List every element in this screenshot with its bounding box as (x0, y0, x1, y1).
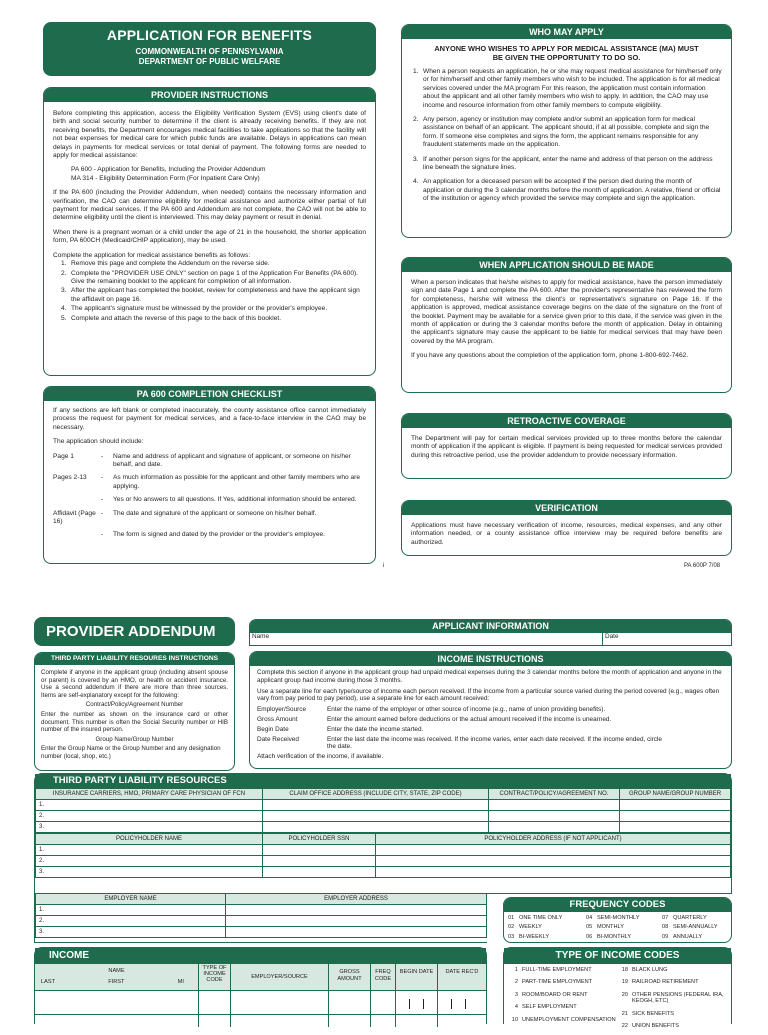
tpl-instr-p2: Enter the number as shown on the insurance card or other document. This number is often the Social Security number or HIB number of the insured person. (41, 710, 228, 734)
tpl-resources-heading: THIRD PARTY LIABILITY RESOURCES (35, 774, 731, 788)
table-row[interactable]: 3. (36, 867, 731, 878)
list-item: 1. When a person requests an application, he or she may request medical assistance for him/herself only or for him/herself and other family members who wish to be included. The application is for all medical services covered under the MA program For this reason, the application must contain information about the applicant and all other family members who wish to apply. In addition, the CAO may use income and resource information from other family members to compute eligibility. (413, 68, 722, 109)
checklist-p2: The application should include: (53, 438, 144, 446)
income-employer-header: EMPLOYER/SOURCE (231, 964, 329, 990)
income-type-item: 4 SELF EMPLOYMENT (514, 1004, 577, 1011)
date-label: Date (605, 633, 619, 640)
provider-instructions-p2: If the PA 600 (including the Provider Addendum, when needed) contains the necessary information and verification, the CAO can determine eligibility for medical assistance and authorize either partial of full payment for medical services. If the PA 600 and Addendum are not complete, the CAO will not be able to determine eligibility until the client is interviewed. This may delay payment or result in denial. (53, 189, 366, 222)
checklist-row-text: Yes or No answers to all questions. If Yes, additional information should be entered. (113, 496, 357, 504)
checklist-row (53, 510, 366, 527)
income-type-item: 3 ROOM/BOARD OR RENT (514, 991, 588, 998)
provider-instructions-p3: When there is a pregnant woman or a child under the age of 21 in the household, the shorter application form, PA 600CH (Medicaid/CHIP application), may be used. (53, 228, 366, 245)
col-header: POLICYHOLDER SSN (263, 834, 376, 845)
checklist-row-label (53, 496, 101, 504)
col-header: GROUP NAME/GROUP NUMBER (620, 789, 731, 800)
income-begin-header: BEGIN DATE (396, 964, 438, 990)
income-type-item: 19 RAILROAD RETIREMENT (621, 979, 699, 986)
checklist-row-label: Pages 2-13 (53, 474, 87, 482)
verification-box (401, 500, 732, 556)
col-header: EMPLOYER NAME (36, 894, 226, 905)
income-instr-p1: Complete this section if anyone in the applicant group had unpaid medical expenses during the 3 calendar months before the month of application and anyone in the applicant group had income during those 3 months. (257, 669, 722, 684)
tpl-instr-sub1: Contract/Policy/Agreement Number (85, 701, 184, 709)
when-apply-heading: WHEN APPLICATION SHOULD BE MADE (402, 258, 731, 272)
income-def-row: Begin Date Enter the date the income started. (257, 725, 424, 733)
checklist-row-label: Page 1 (53, 452, 74, 460)
list-item: 3. After the applicant has completed the booklet, review for completeness and have the applicant sign the affidavit on page 16. (61, 287, 360, 303)
col-header: POLICYHOLDER ADDRESS (IF NOT APPLICANT) (376, 834, 731, 845)
checklist-row-label: Affidavit (Page 16) (53, 509, 96, 526)
income-type-item: 18 BLACK LUNG (621, 967, 668, 973)
income-types-right (616, 967, 729, 1035)
income-def-row: Employer/Source Enter the name of the employer or other source of income (e.g., name of union providing benefits). (257, 706, 606, 714)
table-row[interactable]: 2. (36, 856, 731, 867)
income-instructions-body (250, 666, 731, 761)
checklist-row-text: The form is signed and dated by the provider or the provider's employee. (113, 531, 326, 539)
completion-checklist-heading: PA 600 COMPLETION CHECKLIST (44, 387, 375, 401)
income-gross-header: GROSS AMOUNT (329, 964, 371, 990)
provider-instructions-heading: PROVIDER INSTRUCTIONS (44, 88, 375, 102)
application-title-block (43, 22, 376, 76)
frequency-code-item: 06 BI-MONTHLY (586, 933, 632, 940)
checklist-row (53, 474, 366, 491)
who-may-apply-body (402, 39, 731, 204)
checklist-row (53, 453, 366, 470)
checklist-dash: - (101, 496, 104, 504)
frequency-codes-heading: FREQUENCY CODES (504, 898, 731, 912)
frequency-codes-box (503, 897, 732, 943)
department-subtitle: DEPARTMENT OF PUBLIC WELFARE (138, 57, 281, 66)
col-header: EMPLOYER ADDRESS (226, 894, 487, 905)
checklist-row (53, 496, 366, 504)
list-item: 4. The applicant's signature must be witnessed by the provider or the provider's employee. (61, 305, 328, 313)
tpl-resources-section (34, 773, 732, 894)
list-item: 2. Complete the "PROVIDER USE ONLY" section on page 1 of the Application For Benefits (PA 600). Give the remaining booklet to the applicant for completion of all information. (61, 269, 359, 285)
applicant-info-box (249, 619, 732, 646)
income-header-row (35, 964, 486, 991)
retroactive-body (402, 428, 731, 460)
income-freq-header: FREQ CODE (371, 964, 396, 990)
income-type-item: 20 OTHER PENSIONS (FEDERAL IRA, KEOGH, ETC) (621, 991, 724, 1005)
col-header: INSURANCE CARRIERS, HMO, PRIMARY CARE PHYSICIAN OF FCN (36, 789, 263, 800)
table-row[interactable]: 3. (36, 927, 487, 938)
list-item: 3. If another person signs for the applicant, enter the name and address of that person on the address line beneath the signature lines. (413, 155, 713, 172)
checklist-row-text: The date and signature of the applicant or someone on his/her behalf. (113, 509, 317, 517)
col-header: CLAIM OFFICE ADDRESS (INCLUDE CITY, STATE, ZIP CODE) (263, 789, 489, 800)
income-type-item: 2 PART-TIME EMPLOYMENT (514, 979, 593, 986)
when-apply-box (401, 257, 732, 393)
retroactive-box (401, 413, 732, 479)
tpl-instructions-heading: THIRD PARTY LIABILITY RESOURES INSTRUCTIONS (35, 653, 234, 665)
retroactive-heading: RETROACTIVE COVERAGE (402, 414, 731, 428)
checklist-p1: If any sections are left blank or completed inaccurately, the county assistance office cannot immediately process the request for payment for medical services, and a face-to-face interview in the CAO may be necessary. (53, 407, 366, 431)
table-row[interactable]: 1. (36, 845, 731, 856)
checklist-dash: - (101, 531, 104, 539)
provider-instructions-body (44, 102, 375, 323)
provider-instructions-p4: Complete the application for medical assistance benefits as follows: (53, 251, 251, 259)
frequency-code-item: 09 ANNUALLY (662, 933, 703, 940)
income-types-heading: TYPE OF INCOME CODES (504, 948, 731, 964)
frequency-code-item: 01 ONE TIME ONLY (508, 915, 563, 921)
completion-checklist-box (43, 386, 376, 564)
tpl-instructions-body (35, 665, 234, 761)
income-instructions-heading: INCOME INSTRUCTIONS (250, 652, 731, 666)
when-apply-p1: When a person indicates that he/she wishes to apply for medical assistance, have the person immediately sign and date Page 1 and complete the PA 600. After the provider's representative has reviewed the form for completeness, he/she will witness the client's or representative's signature on Page 16. If the application is approved, medical assistance coverage begins on the date of the signature on the front of the booklet. Payment may be available for a service given prior to this date, if the service was given in the month of application or during the 3 calendar months before the month of application. Delay in obtaining the applicant's signature may cause the applicant to be liable for medical services that may have been covered by the MA program. (411, 279, 722, 345)
table-row[interactable]: 3. (36, 822, 731, 833)
provider-steps-list (53, 260, 366, 323)
form-pa600-line: PA 600 - Application for Benefits, Including the Provider Addendum (71, 166, 266, 174)
frequency-codes-grid (504, 912, 731, 942)
income-type-header: TYPE OF INCOME CODE (199, 964, 231, 990)
when-apply-p2: If you have any questions about the completion of the application form, phone 1-800-692-7462. (411, 352, 689, 360)
list-item: 5. Complete and attach the reverse of this page to the back of this booklet. (61, 314, 282, 322)
who-may-apply-heading: WHO MAY APPLY (402, 25, 731, 39)
commonwealth-subtitle: COMMONWEALTH OF PENNSYLVANIA (135, 47, 284, 56)
income-types-box (503, 947, 732, 1030)
income-instructions-box (249, 651, 732, 769)
income-def-row: Gross Amount Enter the amount earned before deductions or the actual amount received if the income is unearned. (257, 715, 612, 723)
who-may-apply-box (401, 24, 732, 238)
list-item: 4. An application for a deceased person will be accepted if the person died during the month of application or during the 3 calendar months before the month of application. A relative, friend or official of the institution or agency which provided the service may complete and sign the application. (413, 178, 721, 203)
income-instr-p3: Attach verification of the income, if available. (257, 753, 384, 761)
tpl-instr-sub2: Group Name/Group Number (95, 735, 174, 743)
checklist-row-text: Name and address of applicant and signature of applicant, or someone on his/her behalf, and date. (113, 452, 351, 469)
col-header: POLICYHOLDER NAME (36, 834, 263, 845)
frequency-code-item: 03 BI-WEEKLY (508, 933, 550, 940)
checklist-body (44, 401, 375, 540)
when-apply-body (402, 272, 731, 361)
income-type-item: 21 SICK BENEFITS (621, 1010, 674, 1017)
verification-body (402, 515, 731, 547)
list-item: 1. Remove this page and complete the Addendum on the reverse side. (61, 260, 270, 268)
income-instr-p2: Use a separate line for each type/source of income each person received. If the income from a particular source varied during the period covered (e.g., wages often vary from pay period to pay period), use a separate line for each amount received: (257, 687, 720, 703)
applicant-info-heading: APPLICANT INFORMATION (250, 620, 731, 633)
application-title: APPLICATION FOR BENEFITS (106, 27, 313, 43)
table-row[interactable] (35, 1015, 486, 1027)
table-row[interactable] (35, 991, 486, 1015)
tpl-instr-p1: Complete if anyone in the applicant group (including absent spouse or parent) is covered by an HMO, or health or accident insurance. Use a second addendum if there are more than three sources. Items are self-explanatory except for the following: (41, 669, 228, 699)
table-row[interactable]: 1. (36, 905, 487, 916)
income-type-item: 10 UNEMPLOYMENT COMPENSATION (511, 1016, 616, 1023)
income-daterecd-header: DATE REC'D (445, 969, 479, 975)
applicant-date-field[interactable] (603, 633, 731, 645)
frequency-code-item: 02 WEEKLY (508, 924, 542, 931)
checklist-dash: - (101, 474, 104, 482)
checklist-dash: - (101, 452, 104, 460)
name-label: Name (252, 633, 270, 640)
verification-p1: Applications must have necessary verification of income, resources, medical expenses, and any other information needed, or a county assistance office interview may be required before benefits are authorized. (411, 522, 722, 546)
provider-instructions-box (43, 87, 376, 376)
table-row[interactable]: 2. (36, 811, 731, 822)
income-section (34, 947, 487, 1024)
tpl-instructions-box (34, 652, 235, 771)
verification-heading: VERIFICATION (402, 501, 731, 515)
addendum-title: PROVIDER ADDENDUM (34, 617, 235, 646)
table-row[interactable]: 1. (36, 800, 731, 811)
form-ma314-line: MA 314 - Eligibility Determination Form (For Inpatient Care Only) (71, 174, 260, 182)
provider-instructions-p1: Before completing this application, access the Eligibility Verification System (EVS) using client's date of birth and social security number to determine if the client is already receiving benefits. If they are not receiving benefits, the Department encourages medical facilities to take applications so that the facility will not bear expenses for medical care for which public funds are available. Delays in applications can mean delays in payments for medical services or total denial of payment. The following forms are needed to apply for medical assistance: (53, 110, 366, 160)
tpl-insurance-table (35, 788, 731, 833)
checklist-row-text: As much information as possible for the applicant and other family members who are applying. (113, 474, 361, 490)
who-may-apply-list (411, 68, 722, 204)
tpl-instr-p3: Enter the Group Name or the Group Number and any designation number (local, shop, etc.) (41, 745, 221, 760)
who-may-apply-lead: ANYONE WHO WISHES TO APPLY FOR MEDICAL ASSISTANCE (MA) MUST BE GIVEN THE OPPORTUNITY TO DO SO. (434, 44, 699, 62)
checklist-row-label (53, 531, 101, 539)
income-types-lists (504, 964, 731, 1035)
income-heading: INCOME (35, 948, 486, 964)
frequency-code-item: 04 SEMI-MONTHLY (586, 915, 640, 921)
col-header: CONTRACT/POLICY/AGREEMENT NO. (489, 789, 620, 800)
form-id: PA 600P 7/08 (684, 563, 721, 569)
frequency-code-item: 08 SEMI-ANNUALLY (662, 924, 718, 931)
checklist-row (53, 531, 366, 539)
income-type-item: 22 UNION BENEFITS (621, 1023, 679, 1030)
checklist-dash: - (101, 509, 104, 517)
list-item: 2. Any person, agency or institution may complete and/or submit an application form for medical assistance on behalf of an applicant. The applicant should, if at all possible, complete and sign the form. If someone else completes and signs the form, the applicant remains responsible for any fraudulent statements made on the application. (413, 116, 710, 149)
income-name-header: NAME LAST FIRST MI (35, 964, 199, 990)
retroactive-p1: The Department will pay for certain medical services provided up to three months before the calendar month of application if the applicant is eligible. If payment is being requested for medical services provided during this retroactive period, use the provider addendum to provide necessary information. (411, 435, 722, 459)
income-type-item: 1 FULL-TIME EMPLOYMENT (514, 967, 592, 973)
income-types-left (506, 967, 616, 1035)
applicant-name-field[interactable] (250, 633, 603, 645)
frequency-code-item: 05 MONTHLY (586, 924, 624, 931)
income-def-row: Date Received Enter the last date the income was received. If the income varies, enter each date received. If the income ended, circle the date. (257, 735, 662, 751)
tpl-employer-section (34, 893, 487, 943)
page-mark: i (383, 563, 385, 569)
table-row[interactable]: 2. (36, 916, 487, 927)
tpl-policyholder-table (35, 833, 731, 878)
tpl-employer-table (35, 893, 487, 938)
frequency-code-item: 07 QUARTERLY (662, 915, 707, 921)
